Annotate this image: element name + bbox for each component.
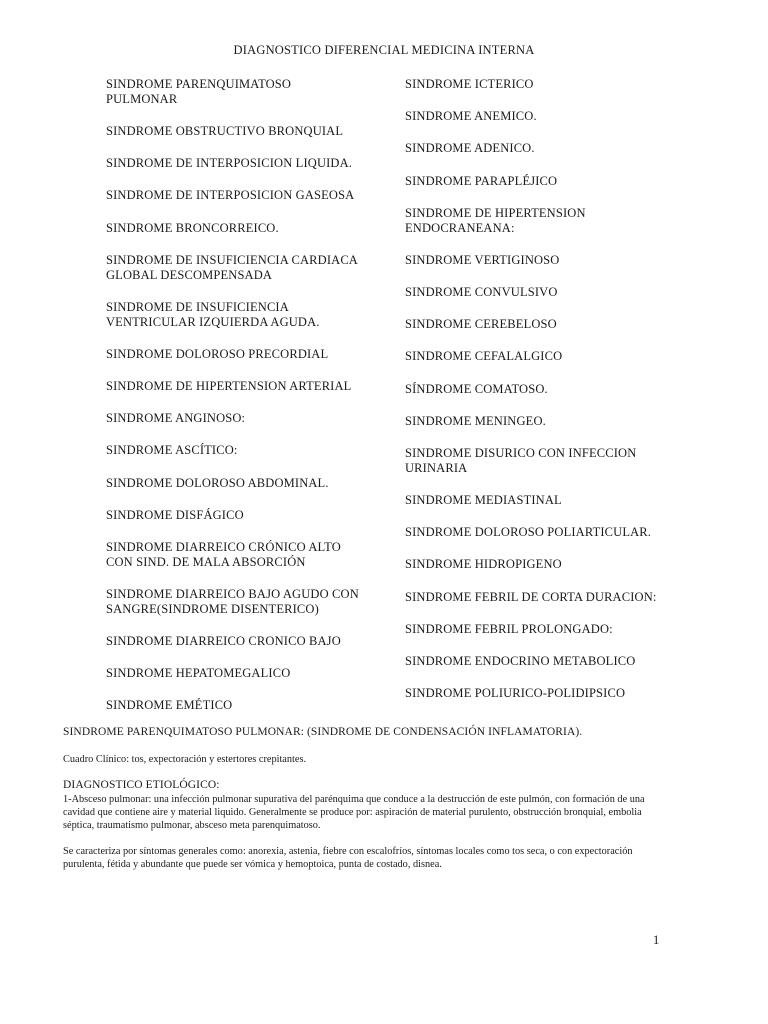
- syndrome-item-line: PULMONAR: [106, 91, 178, 106]
- syndrome-item-line: SINDROME DOLOROSO ABDOMINAL.: [106, 475, 329, 490]
- syndrome-item: [106, 587, 359, 617]
- syndrome-item: [405, 686, 625, 701]
- page-title: DIAGNOSTICO DIFERENCIAL MEDICINA INTERNA: [233, 43, 535, 57]
- syndrome-item-line: ENDOCRANEANA:: [405, 220, 515, 235]
- syndrome-item: [405, 285, 558, 300]
- syndrome-item: [405, 525, 651, 540]
- syndrome-item-line: SINDROME DE INSUFICIENCIA CARDIACA: [106, 252, 358, 267]
- syndrome-item: [106, 698, 232, 713]
- syndrome-item: [106, 666, 290, 681]
- clinical-picture-text: Cuadro Clínico: tos, expectoración y estertores crepitantes.: [63, 754, 307, 765]
- syndrome-item: [106, 77, 291, 107]
- syndrome-item-line: SINDROME DE INTERPOSICION LIQUIDA.: [106, 156, 353, 171]
- syndrome-item: [405, 414, 546, 429]
- syndrome-item: [106, 300, 320, 330]
- syndrome-item-line: SINDROME DIARREICO CRONICO BAJO: [106, 634, 341, 648]
- syndrome-item: [106, 253, 358, 283]
- syndrome-item-line: SINDROME ADENICO.: [405, 141, 535, 156]
- syndrome-item: [106, 221, 279, 236]
- syndrome-item-line: SINDROME EMÉTICO: [106, 698, 233, 713]
- syndrome-item-line: SINDROME HIDROPIGENO: [405, 557, 562, 572]
- syndrome-item-line: SINDROME ANEMICO.: [405, 109, 537, 124]
- syndrome-item-line: SINDROME DE INSUFICIENCIA: [106, 299, 289, 314]
- syndrome-item: [405, 317, 557, 332]
- syndrome-item: [405, 349, 562, 364]
- syndrome-item-line: SÍNDROME COMATOSO.: [405, 381, 548, 396]
- syndrome-item: [106, 634, 341, 649]
- syndrome-item-line: VENTRICULAR IZQUIERDA AGUDA.: [106, 314, 320, 329]
- syndrome-item: [106, 188, 354, 203]
- syndrome-item-line: SINDROME FEBRIL DE CORTA DURACION:: [405, 589, 657, 604]
- syndrome-item-line: CON SIND. DE MALA ABSORCIÓN: [106, 554, 306, 569]
- syndrome-item-line: SINDROME PARAPLÉJICO: [405, 173, 558, 188]
- syndrome-item-line: SINDROME DE HIPERTENSION: [405, 205, 586, 220]
- paragraph-abscess: [63, 793, 713, 833]
- syndrome-item: [405, 109, 537, 124]
- syndrome-item-line: SINDROME ENDOCRINO METABOLICO: [405, 654, 636, 668]
- syndrome-item-line: SINDROME DE INTERPOSICION GASEOSA: [106, 188, 355, 203]
- syndrome-item: [106, 540, 341, 570]
- syndrome-item-line: SINDROME MENINGEO.: [405, 413, 546, 428]
- syndrome-item-line: GLOBAL DESCOMPENSADA: [106, 267, 273, 282]
- syndrome-item: [405, 654, 635, 669]
- syndrome-item-line: SINDROME OBSTRUCTIVO BRONQUIAL: [106, 124, 344, 138]
- syndrome-item: [106, 476, 329, 491]
- syndrome-item: [405, 590, 657, 605]
- syndrome-item-line: SINDROME MEDIASTINAL: [405, 493, 562, 507]
- syndrome-item: [106, 508, 244, 523]
- paragraph-line: 1-Absceso pulmonar: una infección pulmonar supurativa del parénquima que conduce a la destrucción de este pulmón, con formación de una: [63, 794, 645, 805]
- syndrome-item: [106, 156, 352, 171]
- paragraph-line: purulenta, fétida y abundante que puede ser vómica y hemoptoica, punta de costado, disnea.: [63, 859, 442, 871]
- section-heading: SINDROME PARENQUIMATOSO PULMONAR: (SINDROME DE CONDENSACIÓN INFLAMATORIA).: [63, 726, 583, 738]
- paragraph-line: séptica, traumatismo pulmonar, absceso meta parenquimatoso.: [63, 820, 321, 832]
- syndrome-item: [405, 622, 613, 637]
- syndrome-item-line: SINDROME DOLOROSO PRECORDIAL: [106, 346, 329, 361]
- syndrome-item: [405, 446, 636, 476]
- syndrome-item-line: SINDROME ASCÍTICO:: [106, 443, 238, 458]
- syndrome-item: [106, 347, 328, 362]
- syndrome-item: [106, 411, 245, 426]
- syndrome-item-line: SINDROME CEREBELOSO: [405, 317, 557, 332]
- syndrome-item: [405, 557, 562, 572]
- syndrome-item-line: SANGRE(SINDROME DISENTERICO): [106, 601, 319, 616]
- etiology-heading: DIAGNOSTICO ETIOLÓGICO:: [63, 779, 220, 791]
- syndrome-item: [405, 206, 586, 236]
- syndrome-item-line: SINDROME BRONCORREICO.: [106, 220, 279, 235]
- syndrome-item: [405, 77, 534, 92]
- syndrome-item: [405, 493, 562, 508]
- syndrome-item: [405, 382, 548, 397]
- paragraph-line: Se caracteriza por síntomas generales como: anorexia, astenia, fiebre con escalofríos, síntomas locales como tos seca, o con expectoración: [63, 846, 633, 857]
- syndrome-item-line: SINDROME DE HIPERTENSION ARTERIAL: [106, 379, 352, 393]
- syndrome-item-line: SINDROME DOLOROSO POLIARTICULAR.: [405, 525, 652, 540]
- syndrome-item-line: URINARIA: [405, 460, 468, 475]
- syndrome-item-line: SINDROME CONVULSIVO: [405, 285, 558, 299]
- syndrome-item-line: SINDROME PARENQUIMATOSO: [106, 77, 292, 91]
- syndrome-item: [106, 443, 238, 458]
- syndrome-item: [405, 253, 559, 268]
- syndrome-item-line: SINDROME ICTERICO: [405, 77, 534, 91]
- syndrome-item-line: SINDROME DIARREICO CRÓNICO ALTO: [106, 540, 341, 554]
- syndrome-item-line: SINDROME CEFALALGICO: [405, 349, 563, 364]
- syndrome-item: [106, 379, 351, 394]
- page-number: 1: [653, 933, 660, 947]
- syndrome-item-line: SINDROME VERTIGINOSO: [405, 252, 560, 267]
- syndrome-item-line: SINDROME HEPATOMEGALICO: [106, 666, 291, 681]
- paragraph-line: cavidad que contiene aire y material liquido. Generalmente se produce por: aspiración de material purulento, obstrucción bronquial, embolia: [63, 807, 642, 819]
- syndrome-item-line: SINDROME ANGINOSO:: [106, 411, 246, 426]
- syndrome-item-line: SINDROME DISFÁGICO: [106, 507, 244, 522]
- syndrome-item-line: SINDROME DISURICO CON INFECCION: [405, 446, 637, 460]
- syndrome-item-line: SINDROME FEBRIL PROLONGADO:: [405, 621, 613, 636]
- syndrome-item: [405, 174, 557, 189]
- syndrome-item: [405, 141, 535, 156]
- syndrome-item-line: SINDROME DIARREICO BAJO AGUDO CON: [106, 587, 359, 601]
- syndrome-item-line: SINDROME POLIURICO-POLIDIPSICO: [405, 686, 626, 701]
- syndrome-item: [106, 124, 343, 139]
- paragraph-symptoms: [63, 845, 713, 871]
